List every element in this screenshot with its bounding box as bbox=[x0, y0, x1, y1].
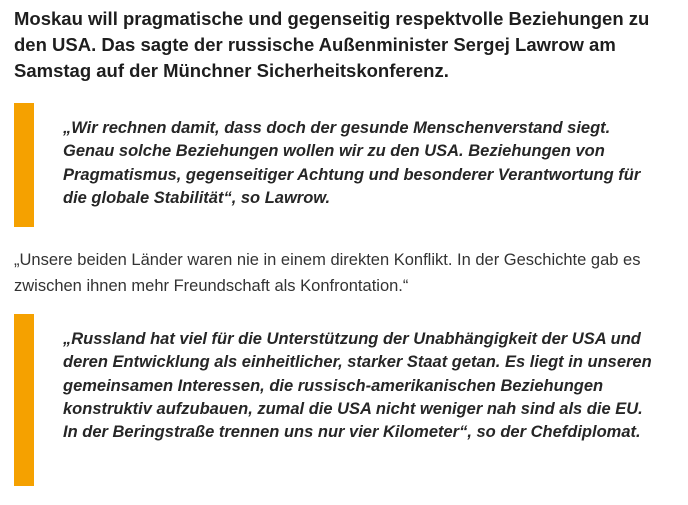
blockquote-chefdiplomat bbox=[14, 314, 678, 486]
blockquote-text: „Russland hat viel für die Unterstützung der Unabhängigkeit der USA und deren Entwicklung als einheitlicher, starker Staat getan. Es liegt in unseren gemeinsamen Interessen, die russisch-amerikanischen Beziehungen konstruktiv aufzubauen, zumal die USA nicht weniger nah sind als die EU. In der Beringstraße trennen uns nur vier Kilometer“, so der Chefdiplomat. bbox=[63, 330, 652, 442]
article-paragraph: „Unsere beiden Länder waren nie in einem direkten Konflikt. In der Geschichte gab es zwischen ihnen mehr Freundschaft als Konfrontation.“ bbox=[14, 251, 641, 295]
quote-accent-bar bbox=[14, 103, 34, 227]
blockquote-lawrow bbox=[14, 103, 678, 227]
blockquote-text: „Wir rechnen damit, dass doch der gesunde Menschenverstand siegt. Genau solche Beziehungen wollen wir zu den USA. Beziehungen von Pragmatismus, gegenseitiger Achtung und besonderer Verantwortung für die globale Stabilität“, so Lawrow. bbox=[63, 119, 641, 207]
article-lead: Moskau will pragmatische und gegenseitig respektvolle Beziehungen zu den USA. Das sagte der russische Außenminister Sergej Lawrow am Samstag auf der Münchner Sicherheitskonferenz. bbox=[14, 8, 650, 81]
quote-accent-bar bbox=[14, 314, 34, 486]
